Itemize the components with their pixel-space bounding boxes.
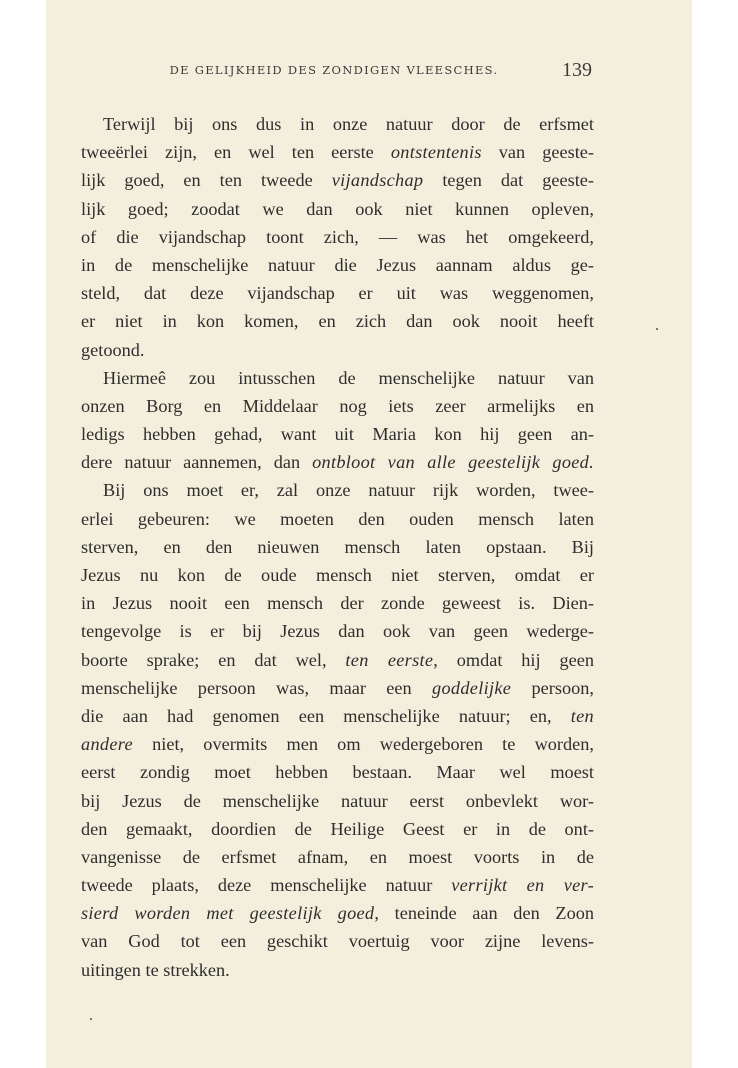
text-segment: tweede plaats, deze menschelijke natuur bbox=[81, 875, 452, 896]
text-segment: lijk goed, en ten tweede bbox=[81, 170, 332, 191]
page-speck bbox=[90, 1018, 92, 1020]
italic-phrase: verrijkt en ver- bbox=[451, 875, 594, 896]
text-line bbox=[81, 223, 594, 251]
text-line bbox=[81, 617, 594, 645]
text-segment: den gemaakt, doordien de Heilige Geest er in de ont- bbox=[81, 818, 594, 839]
text-segment: tweeërlei zijn, en wel ten eerste bbox=[81, 142, 391, 163]
text-segment: lijk goed; zoodat we dan ook niet kunnen opleven, bbox=[81, 198, 594, 219]
italic-phrase: ontstentenis bbox=[390, 142, 482, 163]
text-line bbox=[81, 533, 594, 561]
italic-phrase: ontbloot van alle geestelijk goed. bbox=[312, 452, 594, 473]
text-segment: getoond. bbox=[81, 339, 145, 360]
text-segment: of die vijandschap toont zich, — was het omgekeerd, bbox=[81, 226, 594, 247]
italic-phrase: ten bbox=[570, 705, 594, 726]
text-line bbox=[81, 871, 594, 899]
text-segment: Hiermeê zou intusschen de menschelijke natuur van bbox=[103, 367, 594, 388]
text-segment: steld, dat deze vijandschap er uit was weggenomen, bbox=[81, 283, 594, 304]
text-segment: tengevolge is er bij Jezus dan ook van geen wederge- bbox=[81, 621, 594, 642]
text-line bbox=[81, 646, 594, 674]
body-text bbox=[81, 110, 594, 984]
text-line bbox=[81, 787, 594, 815]
text-line bbox=[81, 307, 594, 335]
text-line bbox=[81, 956, 594, 984]
italic-phrase: vijandschap bbox=[331, 170, 424, 191]
text-segment: , omdat hij geen bbox=[433, 649, 594, 670]
italic-phrase: andere bbox=[81, 734, 133, 755]
text-line bbox=[81, 195, 594, 223]
text-segment: menschelijke persoon was, maar een bbox=[81, 677, 433, 698]
text-segment: sterven, en den nieuwen mensch laten opstaan. Bij bbox=[81, 536, 594, 557]
text-segment: van God tot een geschikt voertuig voor zijne levens- bbox=[81, 931, 594, 952]
text-segment: Jezus nu kon de oude mensch niet sterven, omdat er bbox=[81, 565, 594, 585]
text-segment: eerst zondig moet hebben bestaan. Maar wel moest bbox=[81, 762, 594, 783]
text-segment: dere natuur aannemen, dan bbox=[81, 452, 313, 473]
text-segment: erlei gebeuren: we moeten den ouden mensch laten bbox=[81, 508, 594, 529]
text-line bbox=[81, 589, 594, 617]
text-line bbox=[81, 279, 594, 307]
italic-phrase: sierd worden met geestelijk goed bbox=[81, 903, 375, 924]
text-segment: niet, overmits men om wedergeboren te worden, bbox=[132, 734, 594, 755]
text-line bbox=[81, 843, 594, 871]
text-line bbox=[81, 392, 594, 420]
text-segment: Bij ons moet er, zal onze natuur rijk worden, twee- bbox=[103, 480, 594, 501]
text-line bbox=[81, 251, 594, 279]
text-line bbox=[81, 505, 594, 533]
text-segment: Terwijl bij ons dus in onze natuur door de erfsmet bbox=[103, 114, 594, 134]
text-line bbox=[81, 420, 594, 448]
text-line bbox=[81, 815, 594, 843]
text-line bbox=[81, 364, 594, 392]
italic-phrase: ten eerste bbox=[345, 649, 434, 670]
text-line bbox=[81, 448, 594, 476]
text-line bbox=[81, 138, 594, 166]
text-segment: in Jezus nooit een mensch der zonde geweest is. Dien- bbox=[81, 593, 594, 614]
text-segment: die aan had genomen een menschelijke natuur; en, bbox=[81, 705, 571, 726]
page-header bbox=[114, 59, 614, 83]
text-segment: uitingen te strekken. bbox=[81, 959, 230, 980]
text-segment: ledigs hebben gehad, want uit Maria kon hij geen an- bbox=[81, 424, 594, 445]
text-segment: boorte sprake; en dat wel, bbox=[81, 649, 346, 670]
text-line bbox=[81, 927, 594, 955]
text-segment: van geeste- bbox=[481, 142, 594, 163]
text-line bbox=[81, 561, 594, 589]
text-line bbox=[81, 476, 594, 504]
page-speck bbox=[656, 328, 658, 330]
text-segment: tegen dat geeste- bbox=[423, 170, 594, 191]
text-segment: in de menschelijke natuur die Jezus aannam aldus ge- bbox=[81, 254, 594, 275]
text-line bbox=[81, 166, 594, 194]
text-segment: bij Jezus de menschelijke natuur eerst onbevlekt wor- bbox=[81, 790, 594, 811]
text-segment: , teneinde aan den Zoon bbox=[374, 903, 594, 924]
text-line bbox=[81, 702, 594, 730]
text-segment: vangenisse de erfsmet afnam, en moest voorts in de bbox=[81, 846, 594, 867]
text-segment: onzen Borg en Middelaar nog iets zeer armelijks en bbox=[81, 395, 594, 416]
text-line bbox=[81, 674, 594, 702]
page-number: 139 bbox=[562, 59, 592, 81]
text-line bbox=[81, 110, 594, 138]
text-line bbox=[81, 758, 594, 786]
text-line bbox=[81, 899, 594, 927]
text-line bbox=[81, 336, 594, 364]
running-head: DE GELIJKHEID DES ZONDIGEN VLEESCHES. bbox=[169, 63, 499, 77]
text-segment: er niet in kon komen, en zich dan ook nooit heeft bbox=[81, 311, 594, 332]
text-segment: persoon, bbox=[511, 677, 594, 698]
italic-phrase: goddelijke bbox=[432, 677, 512, 698]
text-line bbox=[81, 730, 594, 758]
